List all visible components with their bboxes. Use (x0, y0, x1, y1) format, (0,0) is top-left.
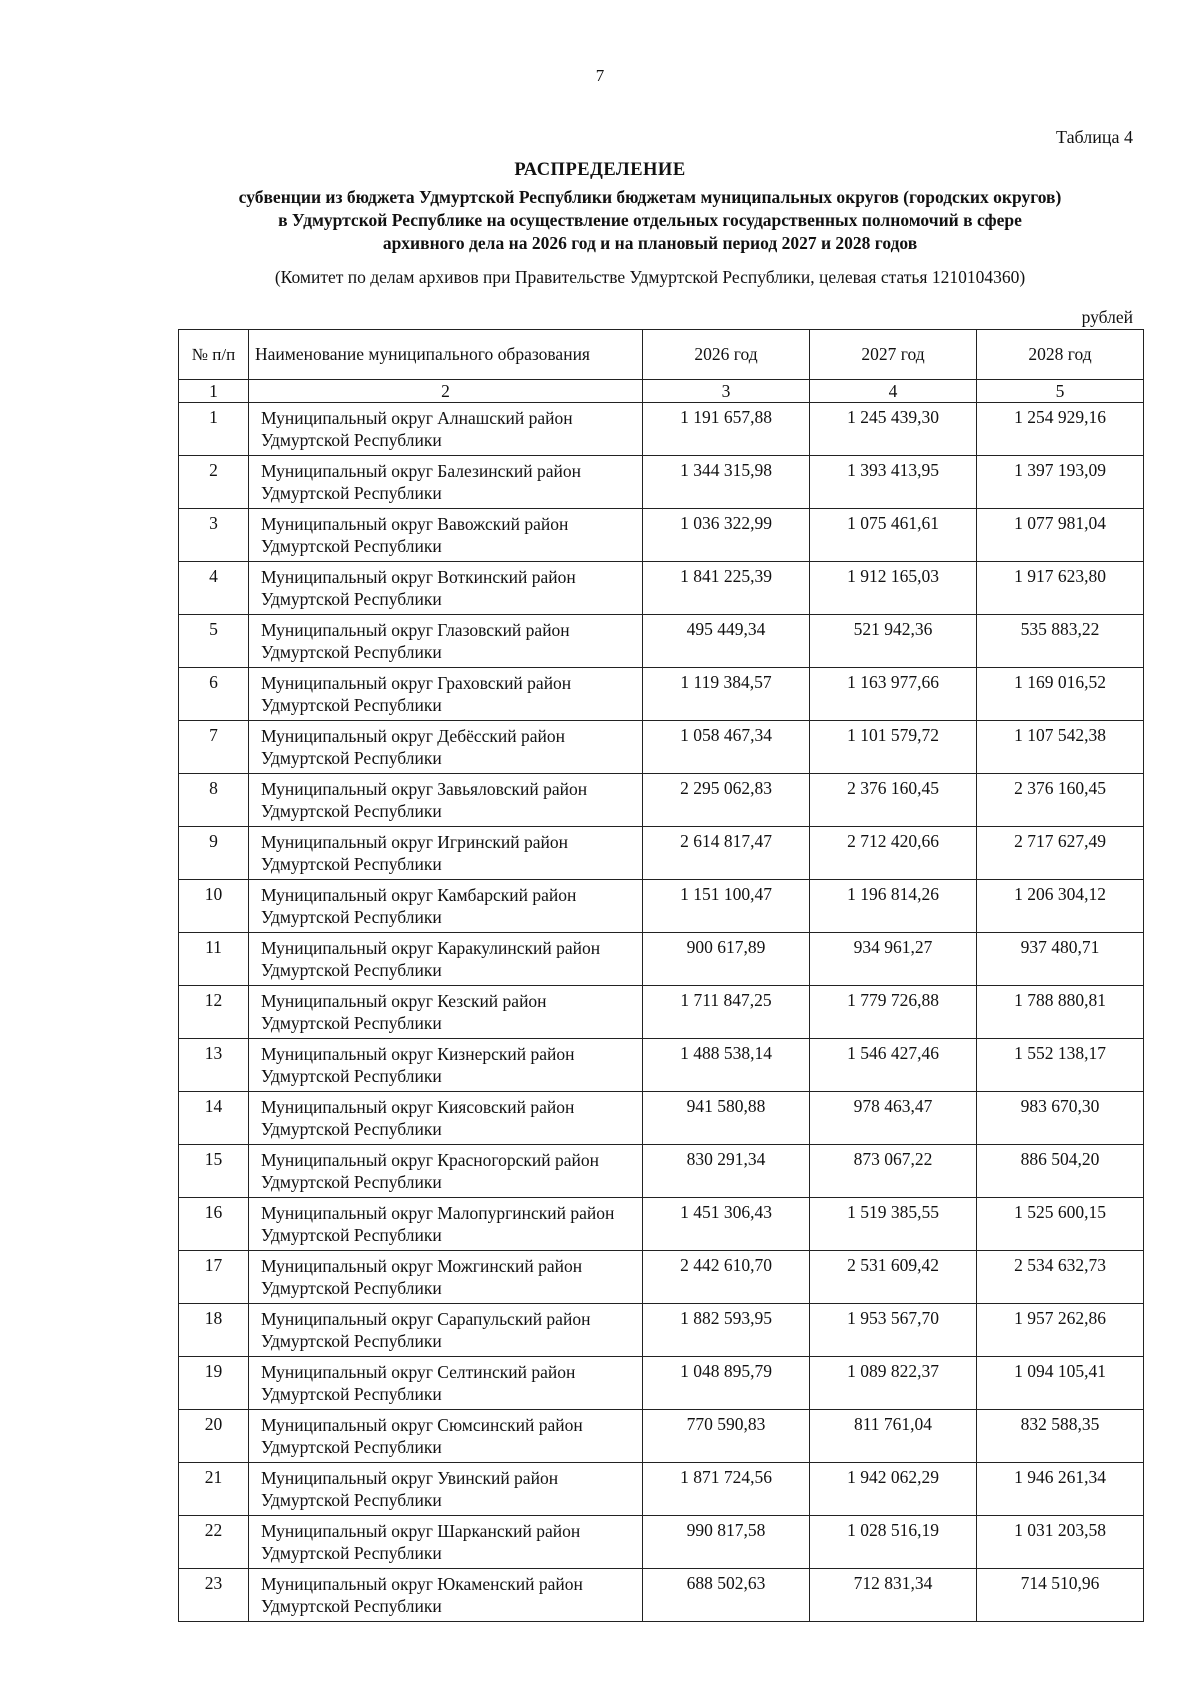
municipality-name: Муниципальный округ Увинский район Удмуртской Республики (249, 1463, 643, 1516)
amount-2026: 1 191 657,88 (643, 403, 810, 456)
amount-2027: 1 245 439,30 (810, 403, 977, 456)
table-row (179, 1463, 1144, 1516)
amount-2027: 2 531 609,42 (810, 1251, 977, 1304)
row-number: 15 (179, 1145, 249, 1198)
amount-2027: 978 463,47 (810, 1092, 977, 1145)
amount-2028: 1 031 203,58 (977, 1516, 1144, 1569)
row-number: 20 (179, 1410, 249, 1463)
header-2027: 2027 год (810, 330, 977, 380)
amount-2026: 2 614 817,47 (643, 827, 810, 880)
municipality-name: Муниципальный округ Кизнерский район Удмуртской Республики (249, 1039, 643, 1092)
row-number: 21 (179, 1463, 249, 1516)
municipality-name: Муниципальный округ Балезинский район Удмуртской Республики (249, 456, 643, 509)
municipality-name: Муниципальный округ Кезский район Удмуртской Республики (249, 986, 643, 1039)
table-row (179, 827, 1144, 880)
header-number: № п/п (179, 330, 249, 380)
amount-2026: 2 295 062,83 (643, 774, 810, 827)
municipality-name: Муниципальный округ Алнашский район Удмуртской Республики (249, 403, 643, 456)
amount-2027: 1 942 062,29 (810, 1463, 977, 1516)
table-row (179, 1251, 1144, 1304)
amount-2028: 1 397 193,09 (977, 456, 1144, 509)
municipality-name: Муниципальный округ Игринский район Удмуртской Республики (249, 827, 643, 880)
amount-2028: 2 376 160,45 (977, 774, 1144, 827)
municipality-name: Муниципальный округ Каракулинский район Удмуртской Республики (249, 933, 643, 986)
amount-2026: 1 036 322,99 (643, 509, 810, 562)
municipality-name: Муниципальный округ Воткинский район Удмуртской Республики (249, 562, 643, 615)
amount-2028: 1 206 304,12 (977, 880, 1144, 933)
table-row (179, 933, 1144, 986)
table-row (179, 562, 1144, 615)
amount-2026: 1 344 315,98 (643, 456, 810, 509)
subtitle-line: в Удмуртской Республике на осуществление отдельных государственных полномочий в сфере (278, 210, 1022, 230)
amount-2028: 832 588,35 (977, 1410, 1144, 1463)
amount-2027: 2 712 420,66 (810, 827, 977, 880)
amount-2026: 830 291,34 (643, 1145, 810, 1198)
row-number: 2 (179, 456, 249, 509)
municipality-name: Муниципальный округ Селтинский район Удмуртской Республики (249, 1357, 643, 1410)
amount-2027: 2 376 160,45 (810, 774, 977, 827)
row-number: 5 (179, 615, 249, 668)
table-row (179, 1145, 1144, 1198)
amount-2027: 1 101 579,72 (810, 721, 977, 774)
row-number: 19 (179, 1357, 249, 1410)
amount-2028: 1 946 261,34 (977, 1463, 1144, 1516)
column-index: 1 (179, 380, 249, 403)
currency-unit: рублей (1081, 307, 1133, 327)
table-row (179, 1198, 1144, 1251)
amount-2028: 2 534 632,73 (977, 1251, 1144, 1304)
amount-2027: 1 953 567,70 (810, 1304, 977, 1357)
table-row (179, 456, 1144, 509)
table-row (179, 1039, 1144, 1092)
amount-2026: 2 442 610,70 (643, 1251, 810, 1304)
amount-2028: 1 077 981,04 (977, 509, 1144, 562)
amount-2026: 495 449,34 (643, 615, 810, 668)
amount-2028: 1 254 929,16 (977, 403, 1144, 456)
document-subtitle (150, 186, 1150, 255)
table-row (179, 880, 1144, 933)
municipality-name: Муниципальный округ Можгинский район Удмуртской Республики (249, 1251, 643, 1304)
row-number: 10 (179, 880, 249, 933)
amount-2026: 1 119 384,57 (643, 668, 810, 721)
amount-2026: 1 451 306,43 (643, 1198, 810, 1251)
amount-2027: 521 942,36 (810, 615, 977, 668)
row-number: 9 (179, 827, 249, 880)
municipality-name: Муниципальный округ Киясовский район Удмуртской Республики (249, 1092, 643, 1145)
row-number: 1 (179, 403, 249, 456)
amount-2026: 1 711 847,25 (643, 986, 810, 1039)
amount-2027: 712 831,34 (810, 1569, 977, 1622)
column-index: 2 (249, 380, 643, 403)
municipality-name: Муниципальный округ Завьяловский район Удмуртской Республики (249, 774, 643, 827)
amount-2028: 937 480,71 (977, 933, 1144, 986)
amount-2027: 811 761,04 (810, 1410, 977, 1463)
column-index: 4 (810, 380, 977, 403)
amount-2026: 941 580,88 (643, 1092, 810, 1145)
municipality-name: Муниципальный округ Камбарский район Удмуртской Республики (249, 880, 643, 933)
amount-2026: 1 882 593,95 (643, 1304, 810, 1357)
row-number: 22 (179, 1516, 249, 1569)
municipality-name: Муниципальный округ Дебёсский район Удмуртской Республики (249, 721, 643, 774)
amount-2027: 1 519 385,55 (810, 1198, 977, 1251)
amount-2027: 934 961,27 (810, 933, 977, 986)
row-number: 7 (179, 721, 249, 774)
page-number: 7 (595, 66, 605, 85)
table-row (179, 509, 1144, 562)
table-row (179, 668, 1144, 721)
table-row (179, 1092, 1144, 1145)
funding-note: (Комитет по делам архивов при Правительстве Удмуртской Республики, целевая статья 1210104360) (274, 267, 1026, 287)
header-name: Наименование муниципального образования (249, 330, 643, 380)
amount-2027: 1 779 726,88 (810, 986, 977, 1039)
amount-2027: 1 028 516,19 (810, 1516, 977, 1569)
municipality-name: Муниципальный округ Сарапульский район Удмуртской Республики (249, 1304, 643, 1357)
table-row (179, 774, 1144, 827)
row-number: 3 (179, 509, 249, 562)
row-number: 14 (179, 1092, 249, 1145)
table-row (179, 721, 1144, 774)
row-number: 11 (179, 933, 249, 986)
row-number: 4 (179, 562, 249, 615)
amount-2026: 1 841 225,39 (643, 562, 810, 615)
table-row (179, 986, 1144, 1039)
row-number: 12 (179, 986, 249, 1039)
table-row (179, 615, 1144, 668)
amount-2028: 1 094 105,41 (977, 1357, 1144, 1410)
subtitle-line: архивного дела на 2026 год и на плановый период 2027 и 2028 годов (382, 233, 918, 253)
row-number: 16 (179, 1198, 249, 1251)
column-index-row (179, 380, 1144, 403)
amount-2026: 900 617,89 (643, 933, 810, 986)
municipality-name: Муниципальный округ Шарканский район Удмуртской Республики (249, 1516, 643, 1569)
subvention-table (178, 329, 1144, 1622)
amount-2028: 983 670,30 (977, 1092, 1144, 1145)
amount-2027: 1 163 977,66 (810, 668, 977, 721)
header-2026: 2026 год (643, 330, 810, 380)
header-2028: 2028 год (977, 330, 1144, 380)
table-row (179, 1569, 1144, 1622)
amount-2027: 1 089 822,37 (810, 1357, 977, 1410)
amount-2026: 1 048 895,79 (643, 1357, 810, 1410)
municipality-name: Муниципальный округ Сюмсинский район Удмуртской Республики (249, 1410, 643, 1463)
subtitle-line: субвенции из бюджета Удмуртской Республики бюджетам муниципальных округов (городских округов) (238, 187, 1062, 207)
document-title: РАСПРЕДЕЛЕНИЕ (514, 160, 686, 180)
amount-2027: 1 546 427,46 (810, 1039, 977, 1092)
row-number: 8 (179, 774, 249, 827)
amount-2028: 1 525 600,15 (977, 1198, 1144, 1251)
amount-2026: 770 590,83 (643, 1410, 810, 1463)
municipality-name: Муниципальный округ Юкаменский район Удмуртской Республики (249, 1569, 643, 1622)
table-caption: Таблица 4 (1056, 127, 1133, 147)
column-index: 3 (643, 380, 810, 403)
row-number: 18 (179, 1304, 249, 1357)
amount-2028: 1 917 623,80 (977, 562, 1144, 615)
amount-2028: 714 510,96 (977, 1569, 1144, 1622)
amount-2027: 1 912 165,03 (810, 562, 977, 615)
municipality-name: Муниципальный округ Малопургинский район Удмуртской Республики (249, 1198, 643, 1251)
amount-2026: 1 871 724,56 (643, 1463, 810, 1516)
amount-2026: 1 058 467,34 (643, 721, 810, 774)
table-header-row (179, 330, 1144, 380)
column-index: 5 (977, 380, 1144, 403)
amount-2027: 1 075 461,61 (810, 509, 977, 562)
amount-2028: 1 107 542,38 (977, 721, 1144, 774)
amount-2027: 1 393 413,95 (810, 456, 977, 509)
amount-2028: 535 883,22 (977, 615, 1144, 668)
amount-2028: 1 552 138,17 (977, 1039, 1144, 1092)
table-row (179, 1357, 1144, 1410)
amount-2028: 2 717 627,49 (977, 827, 1144, 880)
municipality-name: Муниципальный округ Красногорский район Удмуртской Республики (249, 1145, 643, 1198)
amount-2026: 1 151 100,47 (643, 880, 810, 933)
amount-2027: 1 196 814,26 (810, 880, 977, 933)
amount-2028: 886 504,20 (977, 1145, 1144, 1198)
table-row (179, 403, 1144, 456)
amount-2027: 873 067,22 (810, 1145, 977, 1198)
amount-2026: 1 488 538,14 (643, 1039, 810, 1092)
amount-2026: 688 502,63 (643, 1569, 810, 1622)
municipality-name: Муниципальный округ Вавожский район Удмуртской Республики (249, 509, 643, 562)
row-number: 23 (179, 1569, 249, 1622)
amount-2028: 1 788 880,81 (977, 986, 1144, 1039)
table-row (179, 1410, 1144, 1463)
amount-2028: 1 957 262,86 (977, 1304, 1144, 1357)
row-number: 6 (179, 668, 249, 721)
municipality-name: Муниципальный округ Граховский район Удмуртской Республики (249, 668, 643, 721)
amount-2028: 1 169 016,52 (977, 668, 1144, 721)
amount-2026: 990 817,58 (643, 1516, 810, 1569)
row-number: 17 (179, 1251, 249, 1304)
table-row (179, 1516, 1144, 1569)
row-number: 13 (179, 1039, 249, 1092)
table-row (179, 1304, 1144, 1357)
municipality-name: Муниципальный округ Глазовский район Удмуртской Республики (249, 615, 643, 668)
